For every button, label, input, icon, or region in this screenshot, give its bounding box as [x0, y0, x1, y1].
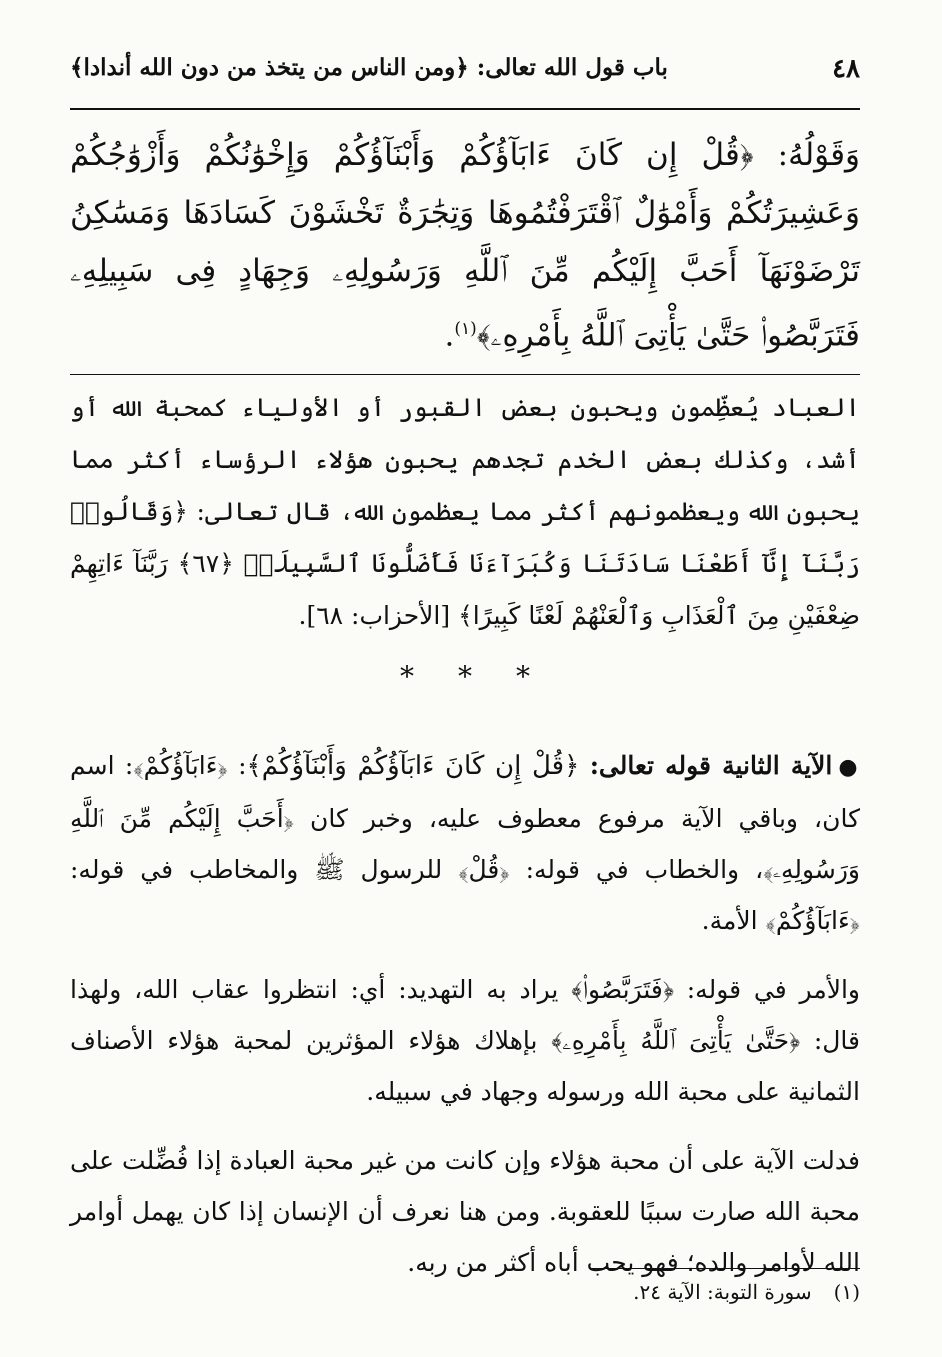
quranic-quote-block: [70, 126, 860, 364]
section-rule: [70, 374, 860, 375]
section-body: [70, 740, 860, 1306]
quote-end: .: [444, 317, 455, 354]
section-paragraph-3: فدلت الآية على أن محبة هؤلاء وإن كانت من غير محبة العبادة إذا فُضِّلت على محبة الله صارت سببًا للعقوبة. ومن هنا نعرف أن الإنسان إذا كان يهمل أوامر الله لأوامر والده؛ فهو يحب أباه أكثر من ربه.: [70, 1146, 860, 1277]
quote-paragraph: [70, 126, 860, 364]
footnote-number: (١): [833, 1280, 860, 1304]
asterisk: *: [400, 660, 414, 693]
page-number: ٤٨: [832, 54, 860, 84]
header-rule: [70, 108, 860, 110]
footnote-rule: [590, 1268, 860, 1269]
bullet-icon: ●: [838, 755, 860, 780]
heading-end: :: [238, 751, 247, 780]
running-title: باب قول الله تعالى: ﴿ومن الناس من يتخذ من دون الله أندادا﴾: [70, 54, 668, 81]
page-header: [70, 44, 860, 100]
section-paragraph-2: والأمر في قوله: ﴿فَتَرَبَّصُوا۟﴾ يراد به التهديد: أي: انتظروا عقاب الله، ولهذا قال: ﴿حَتَّىٰ يَأْتِىَ ٱللَّهُ بِأَمْرِهِۦ﴾ بإهلاك هؤلاء المؤثرين لمحبة هؤلاء الأصناف الثمانية على محبة الله ورسوله وجهاد في سبيله.: [70, 975, 860, 1106]
asterisk: *: [458, 660, 472, 693]
asterisk-separator: [70, 660, 860, 693]
continuation-paragraph: العباد يُعظِّمون ويحبون بعض القبور أو الأولياء كمحبة الله أو أشد، وكذلك بعض الخدم تجدهم يحبون هؤلاء الرؤساء أكثر مما يحبون الله ويعظمونهم أكثر مما يعظمون الله، قال تعالى: ﴿وَقَالُوا۟ رَبَّنَآ إِنَّآ أَطَعْنَا سَادَتَنَا وَكُبَرَآءَنَا فَأَضَلُّونَا ٱلسَّبِيلَا۠ ﴿٦٧﴾ رَبَّنَآ ءَاتِهِمْ ضِعْفَيْنِ مِنَ ٱلْعَذَابِ وَٱلْعَنْهُمْ لَعْنًا كَبِيرًا﴾ [الأحزاب: ٦٨].: [70, 393, 860, 630]
footnote-reference: (١): [454, 319, 477, 339]
paragraph-1-text: ﴿ءَابَآؤُكُمْ﴾: اسم كان، وباقي الآية مرفوع معطوف عليه، وخبر كان ﴿أَحَبَّ إِلَيْكُم مِّنَ ٱللَّهِ وَرَسُولِهِۦ﴾، والخطاب في قوله: ﴿قُلْ﴾ للرسول ﷺ والمخاطب في قوله: ﴿ءَابَآؤُكُمْ﴾ الأمة.: [70, 751, 860, 935]
continuation-block: [70, 382, 860, 642]
section-paragraph-1: [70, 740, 860, 946]
heading-ayah: ﴿قُلْ إِن كَانَ ءَابَآؤُكُمْ وَأَبْنَآؤُكُمْ﴾: [246, 751, 580, 781]
quote-text: وَقَوْلُهُ: ﴿قُلْ إِن كَانَ ءَابَآؤُكُمْ وَأَبْنَآؤُكُمْ وَإِخْوَٰنُكُمْ وَأَزْوَٰجُكُمْ وَعَشِيرَتُكُمْ وَأَمْوَٰلٌ ٱقْتَرَفْتُمُوهَا وَتِجَٰرَةٌ تَخْشَوْنَ كَسَادَهَا وَمَسَٰكِنُ تَرْضَوْنَهَآ أَحَبَّ إِلَيْكُم مِّنَ ٱللَّهِ وَرَسُولِهِۦ وَجِهَادٍ فِى سَبِيلِهِۦ فَتَرَبَّصُوا۟ حَتَّىٰ يَأْتِىَ ٱللَّهُ بِأَمْرِهِۦ﴾: [70, 137, 860, 354]
footnote-text: سورة التوبة: الآية ٢٤.: [633, 1280, 812, 1304]
asterisk: *: [516, 660, 530, 693]
footnote: [633, 1280, 860, 1304]
section-heading: الآية الثانية قوله تعالى:: [589, 751, 833, 780]
